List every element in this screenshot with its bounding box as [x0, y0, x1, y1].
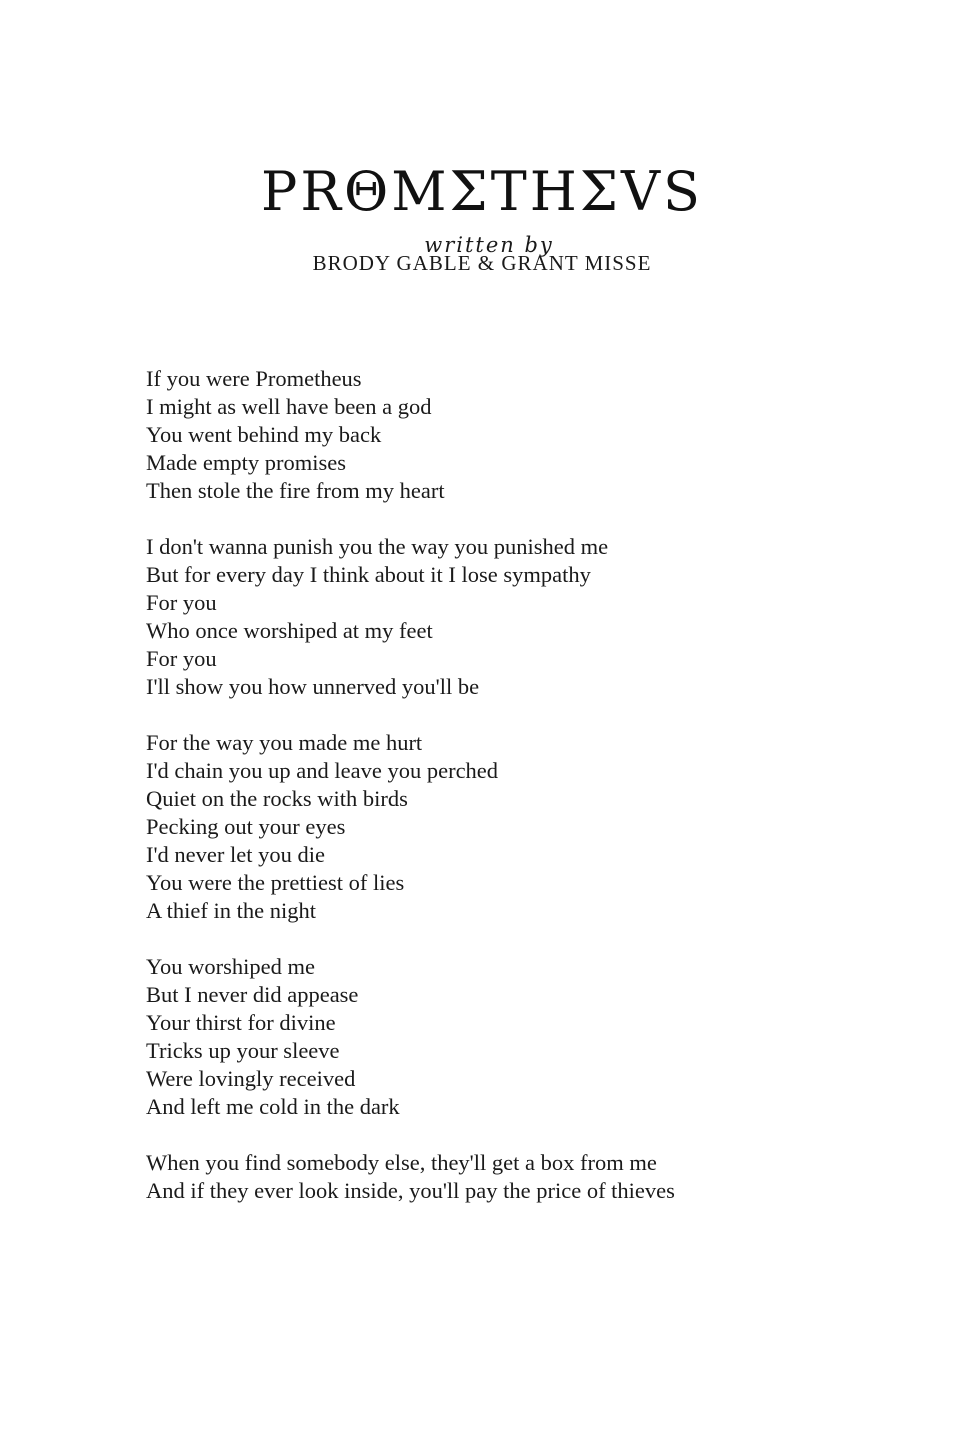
- stanza: [146, 1149, 926, 1205]
- lyric-line: Your thirst for divine: [146, 1010, 336, 1035]
- lyric-line: When you find somebody else, they'll get a box from me: [146, 1150, 657, 1175]
- lyric-line: Were lovingly received: [146, 1066, 356, 1091]
- lyric-line: And if they ever look inside, you'll pay the price of thieves: [146, 1178, 675, 1203]
- stanza: [146, 953, 926, 1121]
- lyric-line: If you were Prometheus: [146, 366, 362, 391]
- byline: [0, 232, 964, 274]
- lyric-line: Then stole the fire from my heart: [146, 478, 445, 503]
- lyric-line: For the way you made me hurt: [146, 730, 423, 755]
- lyrics: [146, 365, 926, 1233]
- lyric-line: Pecking out your eyes: [146, 814, 346, 839]
- lyric-line: You were the prettiest of lies: [146, 870, 405, 895]
- lyric-line: But I never did appease: [146, 982, 359, 1007]
- lyric-line: I don't wanna punish you the way you punished me: [146, 534, 609, 559]
- lyric-line: And left me cold in the dark: [146, 1094, 400, 1119]
- stanza: [146, 533, 926, 701]
- lyric-line: You went behind my back: [146, 422, 382, 447]
- authors: BRODY GABLE & GRANT MISSE: [312, 251, 652, 275]
- lyric-line: But for every day I think about it I lose sympathy: [146, 562, 591, 587]
- lyric-line: I'll show you how unnerved you'll be: [146, 674, 480, 699]
- song-title: PRΘMΣTHΣVS: [260, 160, 703, 223]
- lyric-line: Who once worshiped at my feet: [146, 618, 433, 643]
- lyric-line: For you: [146, 590, 217, 615]
- lyric-line: For you: [146, 646, 217, 671]
- lyric-line: You worshiped me: [146, 954, 315, 979]
- lyric-line: I'd chain you up and leave you perched: [146, 758, 499, 783]
- lyric-line: Quiet on the rocks with birds: [146, 786, 408, 811]
- lyric-line: Tricks up your sleeve: [146, 1038, 340, 1063]
- written-by-label: written by: [424, 233, 554, 257]
- lyric-line: I might as well have been a god: [146, 394, 432, 419]
- lyric-line: I'd never let you die: [146, 842, 325, 867]
- lyric-line: A thief in the night: [146, 898, 316, 923]
- stanza: [146, 729, 926, 925]
- lyric-line: Made empty promises: [146, 450, 346, 475]
- stanza: [146, 365, 926, 505]
